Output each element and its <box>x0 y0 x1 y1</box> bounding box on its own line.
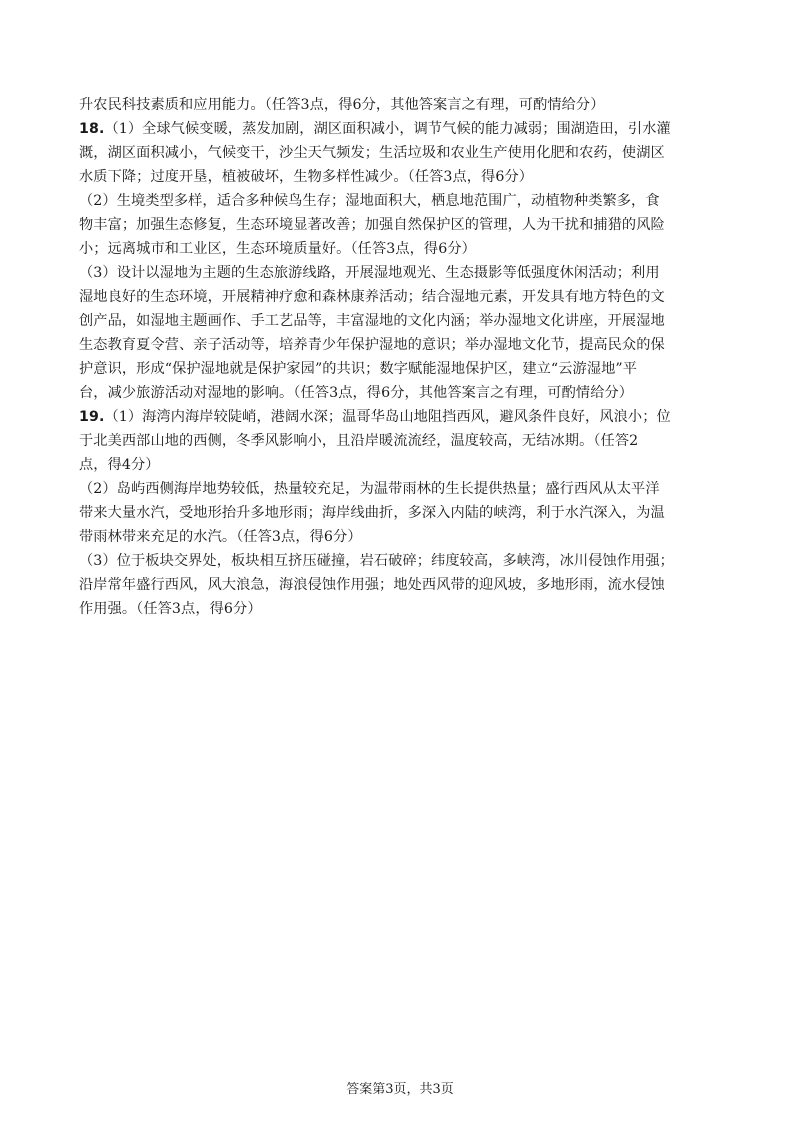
line-text: 作用强。（任答3点，得6分） <box>79 601 262 617</box>
text-line <box>79 165 725 189</box>
line-text: （3）设计以湿地为主题的生态旅游线路，开展湿地观光、生态摄影等低强度休闲活动；利用 <box>79 265 660 281</box>
line-text: （1）海湾内海岸较陡峭，港阔水深；温哥华岛山地阻挡西风，避风条件良好，风浪小；位 <box>104 409 671 425</box>
text-line <box>79 141 725 165</box>
text-line <box>79 501 725 525</box>
line-text: （2）岛屿西侧海岸地势较低，热量较充足，为温带雨林的生长提供热量；盛行西风从太平洋 <box>79 481 660 497</box>
line-text: 溉，湖区面积减小，气候变干，沙尘天气频发；生活垃圾和农业生产使用化肥和农药，使湖区 <box>79 145 665 161</box>
page-footer: 答案第3页，共3页 <box>346 1082 454 1097</box>
question-number: 18. <box>79 121 105 137</box>
text-line <box>79 285 725 309</box>
line-text: 物丰富；加强生态修复，生态环境显著改善；加强自然保护区的管理，人为干扰和捕猎的风险 <box>79 217 665 233</box>
answer-content <box>79 93 725 621</box>
line-text: 水质下降；过度开垦，植被破坏，生物多样性减少。（任答3点，得6分） <box>79 169 534 185</box>
text-line <box>79 525 725 549</box>
text-line <box>79 261 725 285</box>
question-19-line <box>79 405 725 429</box>
line-text: 台，减少旅游活动对湿地的影响。（任答3点，得6分，其他答案言之有理，可酌情给分） <box>79 385 634 401</box>
text-line <box>79 237 725 261</box>
line-text: 点，得4分） <box>79 457 160 473</box>
line-text: 小；远离城市和工业区，生态环境质量好。（任答3点，得6分） <box>79 241 476 257</box>
text-line <box>79 477 725 501</box>
question-number: 19. <box>79 409 105 425</box>
text-line <box>79 453 725 477</box>
line-text: 沿岸常年盛行西风，风大浪急，海浪侵蚀作用强；地处西风带的迎风坡，多地形雨，流水侵蚀 <box>79 577 665 593</box>
text-line <box>79 93 725 117</box>
line-text: 带雨林带来充足的水汽。（任答3点，得6分） <box>79 529 362 545</box>
text-line <box>79 357 725 381</box>
line-text: 于北美西部山地的西侧，冬季风影响小，且沿岸暖流流经，温度较高，无结冰期。（任答2 <box>79 433 639 449</box>
text-line <box>79 573 725 597</box>
line-text: 升农民科技素质和应用能力。（任答3点，得6分，其他答案言之有理，可酌情给分） <box>79 97 605 113</box>
text-line <box>79 549 725 573</box>
line-text: （3）位于板块交界处，板块相互挤压碰撞，岩石破碎；纬度较高，多峡湾，冰川侵蚀作用强； <box>79 553 674 569</box>
text-line <box>79 189 725 213</box>
line-text: （2）生境类型多样，适合多种候鸟生存；湿地面积大，栖息地范围广，动植物种类繁多，食 <box>79 193 660 209</box>
line-text: 创产品，如湿地主题画作、手工艺品等，丰富湿地的文化内涵；举办湿地文化讲座，开展湿地 <box>79 313 665 329</box>
text-line <box>79 597 725 621</box>
question-18-line <box>79 117 725 141</box>
text-line <box>79 309 725 333</box>
line-text: 护意识，形成“保护湿地就是保护家园”的共识；数字赋能湿地保护区，建立“云游湿地”平 <box>79 361 638 377</box>
text-line <box>79 381 725 405</box>
line-text: 湿地良好的生态环境，开展精神疗愈和森林康养活动；结合湿地元素，开发具有地方特色的文 <box>79 289 665 305</box>
text-line <box>79 213 725 237</box>
text-line <box>79 333 725 357</box>
text-line <box>79 429 725 453</box>
line-text: （1）全球气候变暖，蒸发加剧，湖区面积减小，调节气候的能力减弱；围湖造田，引水灌 <box>104 121 671 137</box>
line-text: 生态教育夏令营、亲子活动等，培养青少年保护湿地的意识；举办湿地文化节，提高民众的保 <box>79 337 665 353</box>
line-text: 带来大量水汽，受地形抬升多地形雨；海岸线曲折，多深入内陆的峡湾，利于水汽深入，为温 <box>79 505 665 521</box>
